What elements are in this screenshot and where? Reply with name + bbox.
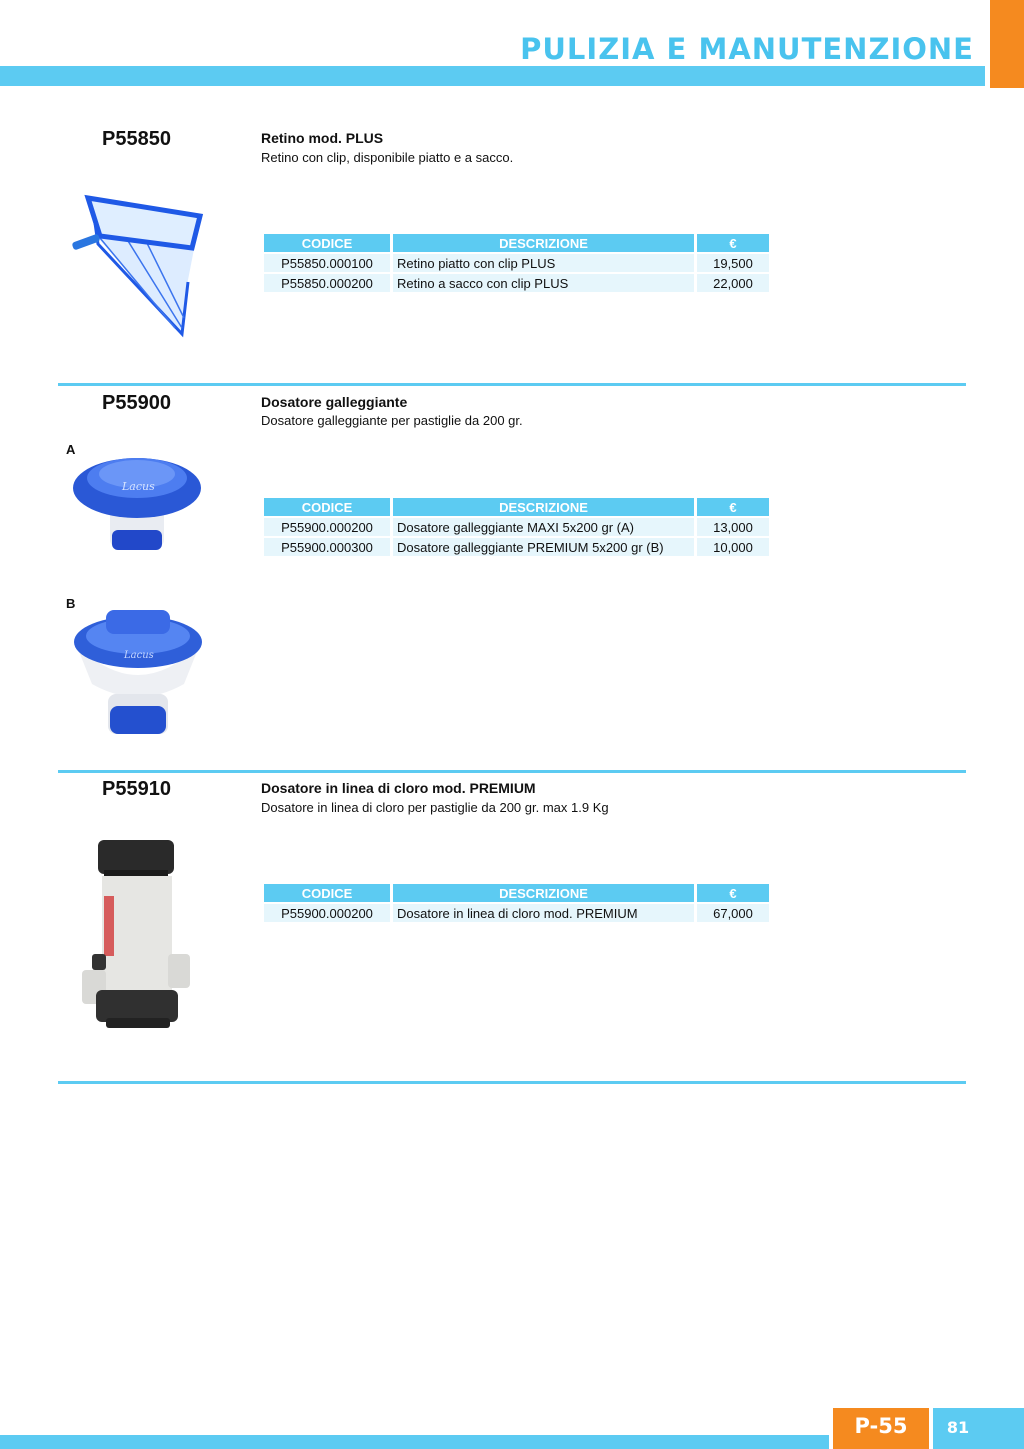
product-code: P55910	[102, 778, 171, 800]
row-description: Dosatore in linea di cloro mod. PREMIUM	[393, 904, 694, 922]
footer-bar	[0, 1435, 829, 1449]
page-number: 81	[946, 1418, 970, 1437]
header-orange-tab	[990, 0, 1024, 88]
price-table	[261, 496, 772, 558]
section-code: P-55	[854, 1414, 908, 1438]
product-title: Retino mod. PLUS	[261, 130, 384, 146]
column-header-price: €	[697, 498, 769, 516]
product-description: Dosatore galleggiante per pastiglie da 200 gr.	[261, 413, 523, 428]
row-code: P55900.000200	[264, 518, 390, 536]
column-header-price: €	[697, 234, 769, 252]
row-description: Retino a sacco con clip PLUS	[393, 274, 694, 292]
svg-text:Lacus: Lacus	[124, 650, 154, 661]
column-header-codice: CODICE	[264, 234, 390, 252]
skimmer-net-image	[70, 188, 210, 340]
variant-label-a: A	[66, 442, 76, 457]
row-code: P55850.000200	[264, 274, 390, 292]
section-divider	[58, 770, 966, 773]
row-price: 10,000	[697, 538, 769, 556]
product-code: P55850	[102, 128, 171, 150]
table-row	[264, 274, 769, 292]
page-title: PULIZIA E MANUTENZIONE	[520, 32, 974, 66]
row-description: Dosatore galleggiante MAXI 5x200 gr (A)	[393, 518, 694, 536]
section-divider	[58, 1081, 966, 1084]
table-row	[264, 538, 769, 556]
column-header-codice: CODICE	[264, 498, 390, 516]
table-row	[264, 904, 769, 922]
row-code: P55850.000100	[264, 254, 390, 272]
row-description: Dosatore galleggiante PREMIUM 5x200 gr (B)	[393, 538, 694, 556]
row-price: 13,000	[697, 518, 769, 536]
product-description: Retino con clip, disponibile piatto e a sacco.	[261, 150, 514, 165]
table-row	[264, 254, 769, 272]
row-price: 19,500	[697, 254, 769, 272]
inline-chlorinator-image	[82, 836, 192, 1032]
row-price: 67,000	[697, 904, 769, 922]
table-row	[264, 518, 769, 536]
column-header-descrizione: DESCRIZIONE	[393, 884, 694, 902]
column-header-descrizione: DESCRIZIONE	[393, 498, 694, 516]
section-divider	[58, 383, 966, 386]
price-table	[261, 882, 772, 924]
row-code: P55900.000200	[264, 904, 390, 922]
product-title: Dosatore galleggiante	[261, 394, 408, 410]
variant-label-b: B	[66, 596, 76, 611]
price-table	[261, 232, 772, 294]
column-header-descrizione: DESCRIZIONE	[393, 234, 694, 252]
floating-dispenser-b-image	[72, 606, 204, 738]
row-description: Retino piatto con clip PLUS	[393, 254, 694, 272]
header-bar	[0, 66, 985, 86]
product-code: P55900	[102, 392, 171, 414]
floating-dispenser-a-image	[72, 446, 202, 558]
column-header-codice: CODICE	[264, 884, 390, 902]
column-header-price: €	[697, 884, 769, 902]
product-description: Dosatore in linea di cloro per pastiglie da 200 gr. max 1.9 Kg	[261, 800, 609, 815]
row-code: P55900.000300	[264, 538, 390, 556]
row-price: 22,000	[697, 274, 769, 292]
product-title: Dosatore in linea di cloro mod. PREMIUM	[261, 780, 536, 796]
svg-text:Lacus: Lacus	[122, 480, 155, 493]
